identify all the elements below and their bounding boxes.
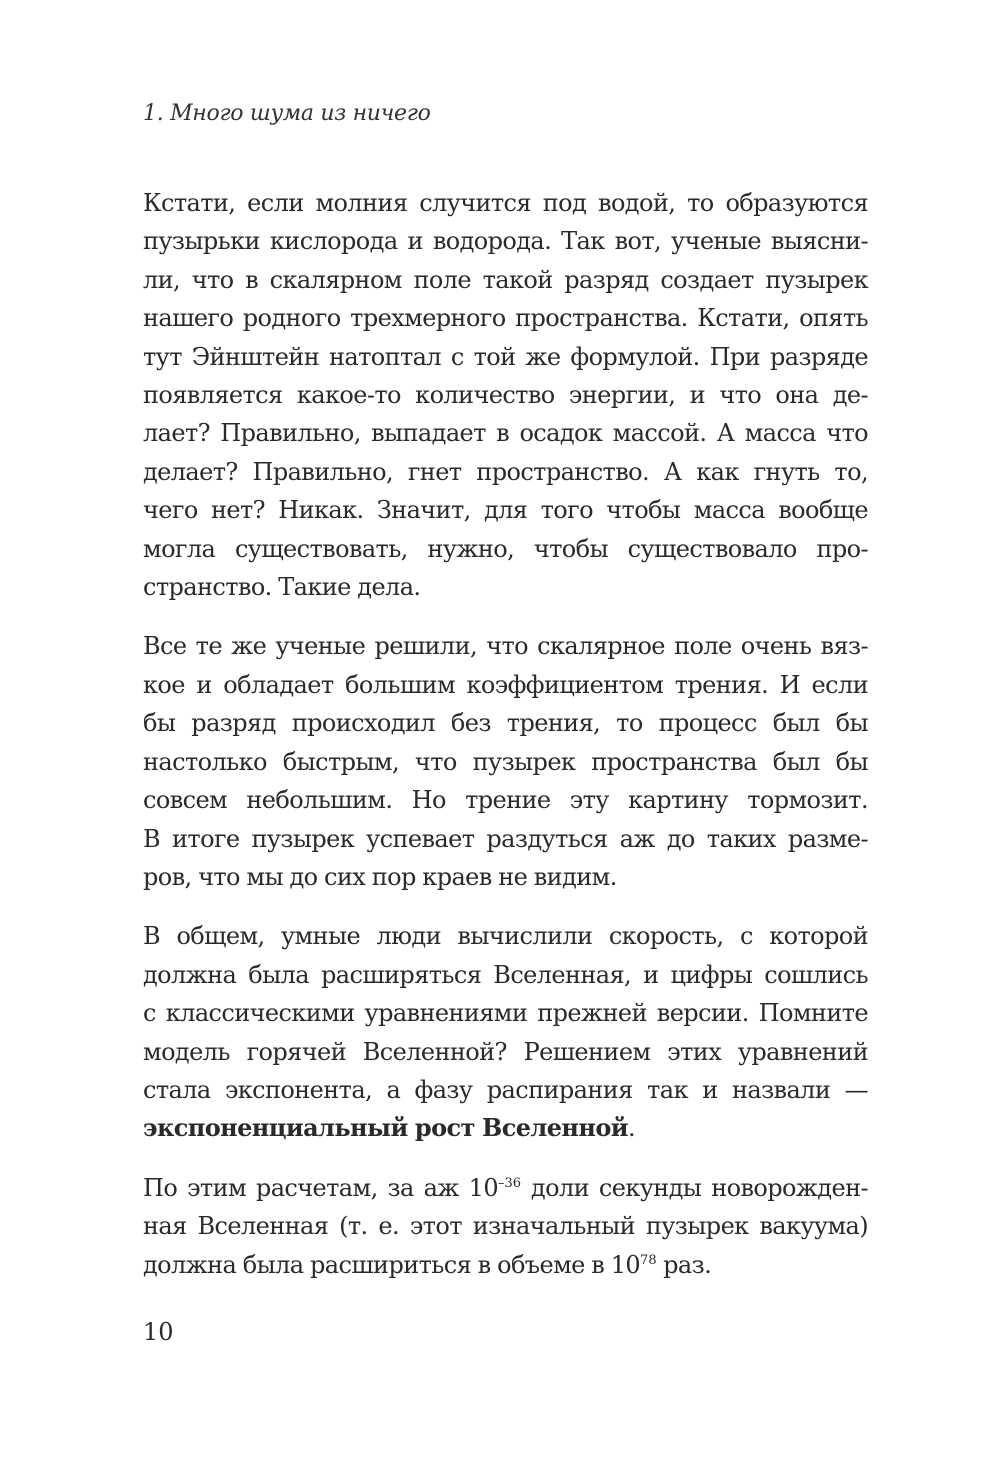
text-line: ров, что мы до сих пор краев не видим. xyxy=(143,862,617,891)
text-line: с классическими уравнениями прежней версии. Помните xyxy=(143,999,868,1028)
text-line: бы разряд происходил без трения, то процесс был бы xyxy=(143,709,868,738)
text-line: нашего родного трехмерного пространства. Кстати, опять xyxy=(143,304,868,333)
text-line: должна была расширяться Вселенная, и цифры сошлись xyxy=(143,960,868,989)
paragraph-1 xyxy=(143,184,868,606)
text-line: лает? Правильно, выпадает в осадок массой. А масса что xyxy=(143,419,868,448)
text-fragment: По этим расчетам, за аж 10 xyxy=(143,1173,498,1202)
text-line: Все те же ученые решили, что скалярное поле очень вяз- xyxy=(143,632,868,661)
text-fragment: раз. xyxy=(656,1250,712,1279)
text-line: В общем, умные люди вычислили скорость, с которой xyxy=(143,922,868,951)
body-text xyxy=(143,184,868,1284)
text-line xyxy=(143,1246,868,1284)
text-line: совсем небольшим. Но трение эту картину тормозит. xyxy=(143,786,868,815)
text-line: Кстати, если молния случится под водой, то образуются xyxy=(143,189,868,217)
text-line: ная Вселенная (т. е. этот изначальный пузырек вакуума) xyxy=(143,1212,868,1241)
text-line: могла существовать, нужно, чтобы существовало про- xyxy=(143,534,868,563)
text-line: кое и обладает большим коэффициентом трения. И если xyxy=(143,670,868,699)
exponent: 78 xyxy=(640,1252,657,1268)
bold-term: экспоненциальный рост Вселенной xyxy=(143,1113,628,1143)
text-fragment: должна была расшириться в объеме в 10 xyxy=(143,1250,641,1279)
text-line: ли, что в скалярном поле такой разряд создает пузырек xyxy=(143,265,868,294)
text-line: настолько быстрым, что пузырек пространства был бы xyxy=(143,747,868,776)
text-line xyxy=(143,1109,868,1147)
text-line: тут Эйнштейн натоптал с той же формулой. При разряде xyxy=(143,342,868,371)
text-line: В итоге пузырек успевает раздуться аж до таких разме- xyxy=(143,824,868,853)
term-period: . xyxy=(627,1114,635,1143)
paragraph-4 xyxy=(143,1169,868,1284)
exponent: –36 xyxy=(497,1175,522,1191)
paragraph-2 xyxy=(143,627,868,896)
text-line: чего нет? Никак. Значит, для того чтобы масса вообще xyxy=(143,496,868,525)
text-line xyxy=(143,1169,868,1207)
paragraph-3 xyxy=(143,917,868,1147)
text-line: делает? Правильно, гнет пространство. А как гнуть то, xyxy=(143,457,868,486)
text-fragment: доли секунды новорожден- xyxy=(521,1173,868,1202)
text-line: появляется какое-то количество энергии, и что она де- xyxy=(143,381,868,410)
running-head: 1. Много шума из ничего xyxy=(143,101,431,126)
text-line: модель горячей Вселенной? Решением этих уравнений xyxy=(143,1037,868,1066)
text-line: странство. Такие дела. xyxy=(143,573,421,602)
text-line: пузырьки кислорода и водорода. Так вот, ученые выясни- xyxy=(143,227,868,256)
text-line: стала экспонента, а фазу распирания так и назвали — xyxy=(143,1075,868,1104)
page-number: 10 xyxy=(143,1318,174,1346)
